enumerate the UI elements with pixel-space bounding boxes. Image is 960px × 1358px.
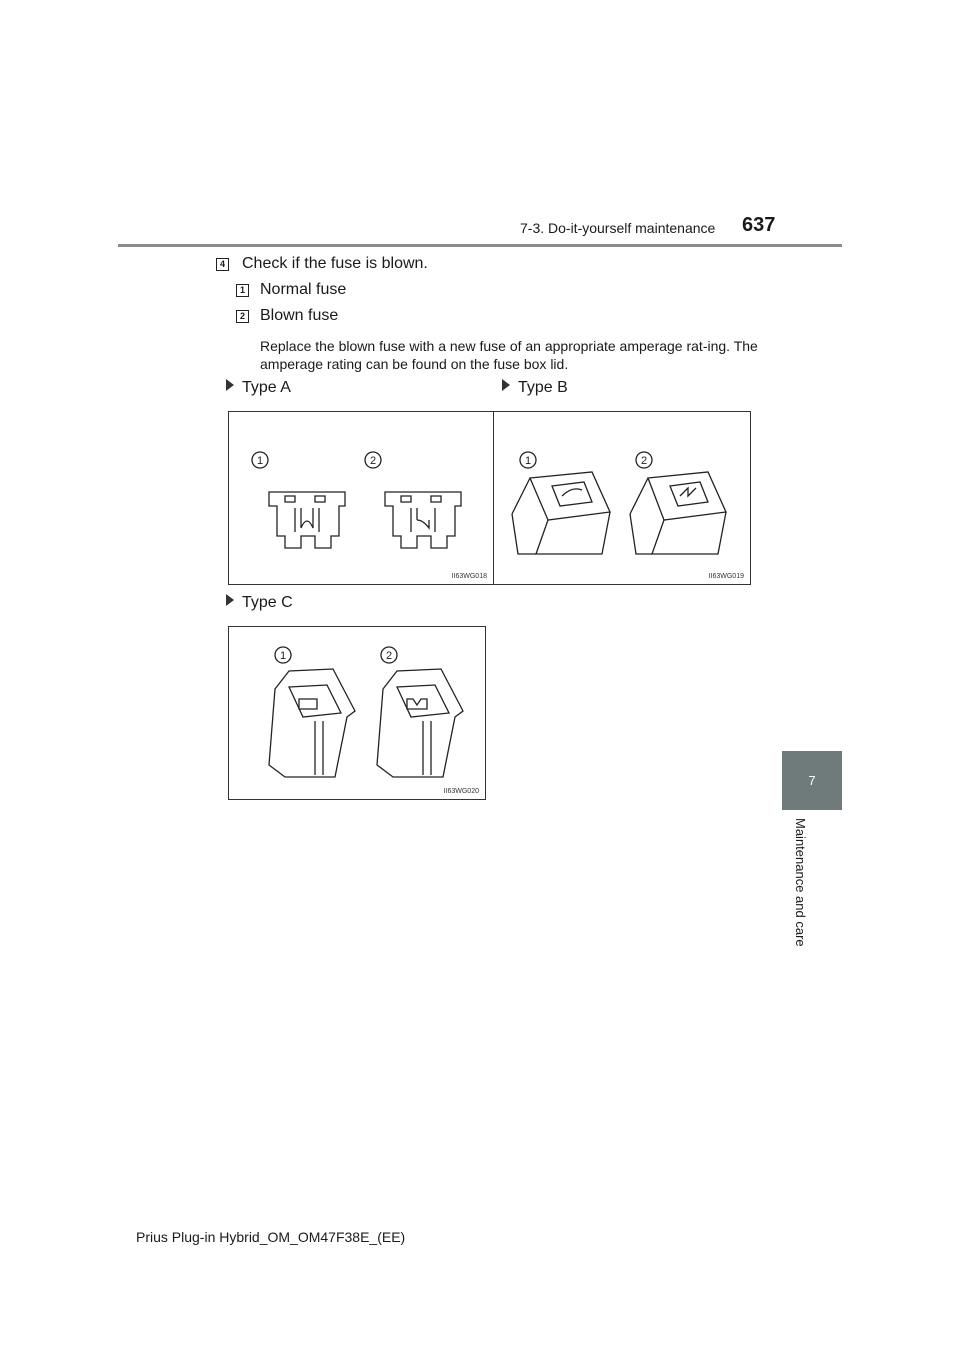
step-number-box: 4 (216, 258, 229, 271)
large-fuse-illustration (229, 627, 485, 799)
chapter-number: 7 (808, 773, 816, 788)
figure-type-b (493, 411, 751, 585)
callout-2: 2 (385, 650, 393, 662)
item-number-box: 2 (236, 310, 249, 323)
callout-1: 1 (256, 455, 264, 467)
figure-code: II63WG020 (443, 788, 479, 795)
header-rule (118, 244, 842, 247)
callout-2: 2 (640, 455, 648, 467)
cartridge-fuse-illustration (494, 412, 750, 584)
section-title: 7-3. Do-it-yourself maintenance (520, 220, 716, 236)
step-text: Check if the fuse is blown. (242, 255, 428, 272)
blade-fuse-illustration (229, 412, 493, 584)
type-b-label (502, 379, 568, 397)
type-label-text: Type B (518, 379, 568, 396)
triangle-bullet-icon (502, 379, 510, 391)
figure-code: II63WG018 (451, 573, 487, 580)
type-label-text: Type A (242, 379, 291, 396)
item-number-box: 1 (236, 284, 249, 297)
chapter-tab (782, 751, 842, 810)
page-number: 637 (742, 214, 776, 236)
type-a-label (226, 379, 291, 397)
type-c-label (226, 594, 293, 612)
callout-1: 1 (279, 650, 287, 662)
type-label-text: Type C (242, 594, 293, 611)
item-text-blown-fuse: Blown fuse (260, 307, 339, 324)
chapter-label: Maintenance and care (793, 818, 808, 947)
figure-code: II63WG019 (708, 573, 744, 580)
callout-2: 2 (369, 455, 377, 467)
item-text-normal-fuse: Normal fuse (260, 281, 347, 298)
replacement-note: Replace the blown fuse with a new fuse of an appropriate amperage rat-ing. The amperage rating can be found on the fuse box lid. (260, 338, 758, 372)
figure-type-c (228, 626, 486, 800)
triangle-bullet-icon (226, 594, 234, 606)
triangle-bullet-icon (226, 379, 234, 391)
callout-1: 1 (524, 455, 532, 467)
figure-type-a (228, 411, 494, 585)
document-footer: Prius Plug-in Hybrid_OM_OM47F38E_(EE) (136, 1229, 406, 1245)
